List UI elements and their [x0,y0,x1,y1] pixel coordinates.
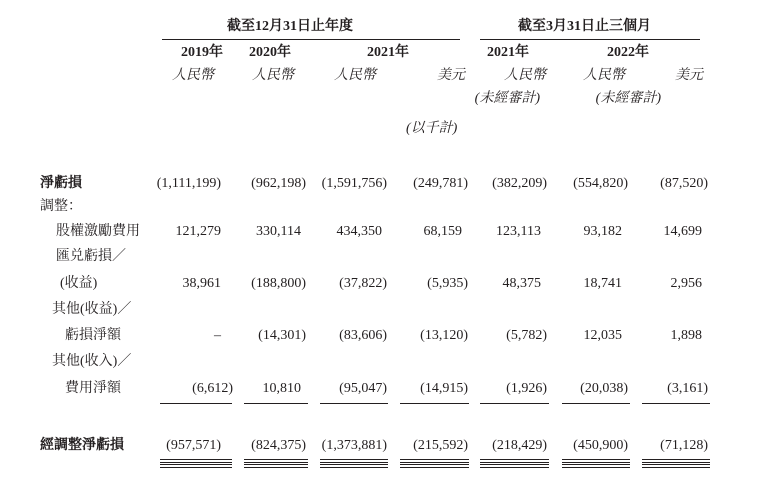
total-double-rule [642,464,710,468]
subtotal-rule [480,403,549,404]
cell: (5,782) [506,328,547,343]
cell: 2,956 [670,276,702,291]
currency-col4: 美元 [437,68,465,83]
total-double-rule [400,459,469,463]
total-double-rule [320,464,388,468]
currency-col3: 人民幣 [334,68,376,83]
cell: (824,375) [251,438,306,453]
subtotal-rule [160,403,232,404]
cell: (450,900) [573,438,628,453]
currency-col2: 人民幣 [252,68,294,83]
cell: 121,279 [175,224,221,239]
cell: 10,810 [262,381,301,396]
currency-col7: 美元 [675,68,703,83]
cell: (95,047) [339,381,387,396]
group-header-underline [480,39,700,40]
cell: (83,606) [339,328,387,343]
cell: (87,520) [660,176,708,191]
cell: (1,373,881) [321,438,387,453]
cell: 93,182 [583,224,622,239]
currency-col5: 人民幣 [504,68,546,83]
cell: (14,301) [258,328,306,343]
cell: (218,429) [492,438,547,453]
cell: (554,820) [573,176,628,191]
cell: (20,038) [580,381,628,396]
total-double-rule [642,459,710,463]
subtotal-rule [562,403,630,404]
year-2020: 2020年 [249,45,291,60]
cell: (249,781) [413,176,468,191]
cell: 48,375 [502,276,541,291]
total-double-rule [400,464,469,468]
cell: (1,591,756) [321,176,387,191]
unaudited-col6: (未經審計) [595,91,661,106]
subtotal-rule [642,403,710,404]
cell: 434,350 [336,224,382,239]
total-double-rule [244,459,308,463]
row-label-other-gain-2: 虧損淨額 [65,328,121,343]
cell: (1,111,199) [156,176,221,191]
unaudited-col5: (未經審計) [474,91,540,106]
total-double-rule [160,464,232,468]
total-double-rule [244,464,308,468]
cell: (3,161) [667,381,708,396]
currency-col6: 人民幣 [583,68,625,83]
row-label-other-gain: 其他(收益)／ [52,302,132,317]
row-label-net-loss: 淨虧損 [40,176,82,191]
year-2021-annual: 2021年 [367,45,409,60]
subtotal-rule [320,403,388,404]
cell: (188,800) [251,276,306,291]
currency-col1: 人民幣 [172,68,214,83]
row-label-fx: 匯兑虧損／ [56,249,126,264]
total-double-rule [562,459,630,463]
cell: (37,822) [339,276,387,291]
cell: 330,114 [256,224,301,239]
year-2019: 2019年 [181,45,223,60]
cell: (71,128) [660,438,708,453]
cell: 38,961 [182,276,221,291]
cell: (5,935) [427,276,468,291]
group-header-underline [162,39,460,40]
total-double-rule [480,464,549,468]
row-label-share-based-comp: 股權激勵費用 [56,224,140,239]
subtotal-rule [244,403,308,404]
row-label-other-income-2: 費用淨額 [65,381,121,396]
cell: (962,198) [251,176,306,191]
year-2022-quarter: 2022年 [607,45,649,60]
row-label-fx-2: (收益) [60,276,98,291]
cell: 1,898 [670,328,702,343]
total-double-rule [562,464,630,468]
year-2021-quarter: 2021年 [487,45,529,60]
cell: (382,209) [492,176,547,191]
total-double-rule [160,459,232,463]
cell: 12,035 [583,328,622,343]
cell: (13,120) [420,328,468,343]
cell: (6,612) [192,381,233,396]
cell: (14,915) [420,381,468,396]
cell: 123,113 [496,224,541,239]
group-header-year: 截至12月31日止年度 [227,19,353,34]
row-label-adjusted-net-loss: 經調整淨虧損 [40,438,124,453]
cell: (957,571) [166,438,221,453]
cell: 18,741 [583,276,622,291]
cell: (1,926) [506,381,547,396]
subtotal-rule [400,403,469,404]
total-double-rule [320,459,388,463]
cell: – [214,328,221,343]
unit-note: (以千計) [406,121,458,136]
cell: 68,159 [423,224,462,239]
cell: 14,699 [663,224,702,239]
group-header-quarter: 截至3月31日止三個月 [518,19,651,34]
cell: (215,592) [413,438,468,453]
total-double-rule [480,459,549,463]
row-label-other-income: 其他(收入)／ [52,354,132,369]
row-label-adjustments: 調整： [40,199,82,214]
